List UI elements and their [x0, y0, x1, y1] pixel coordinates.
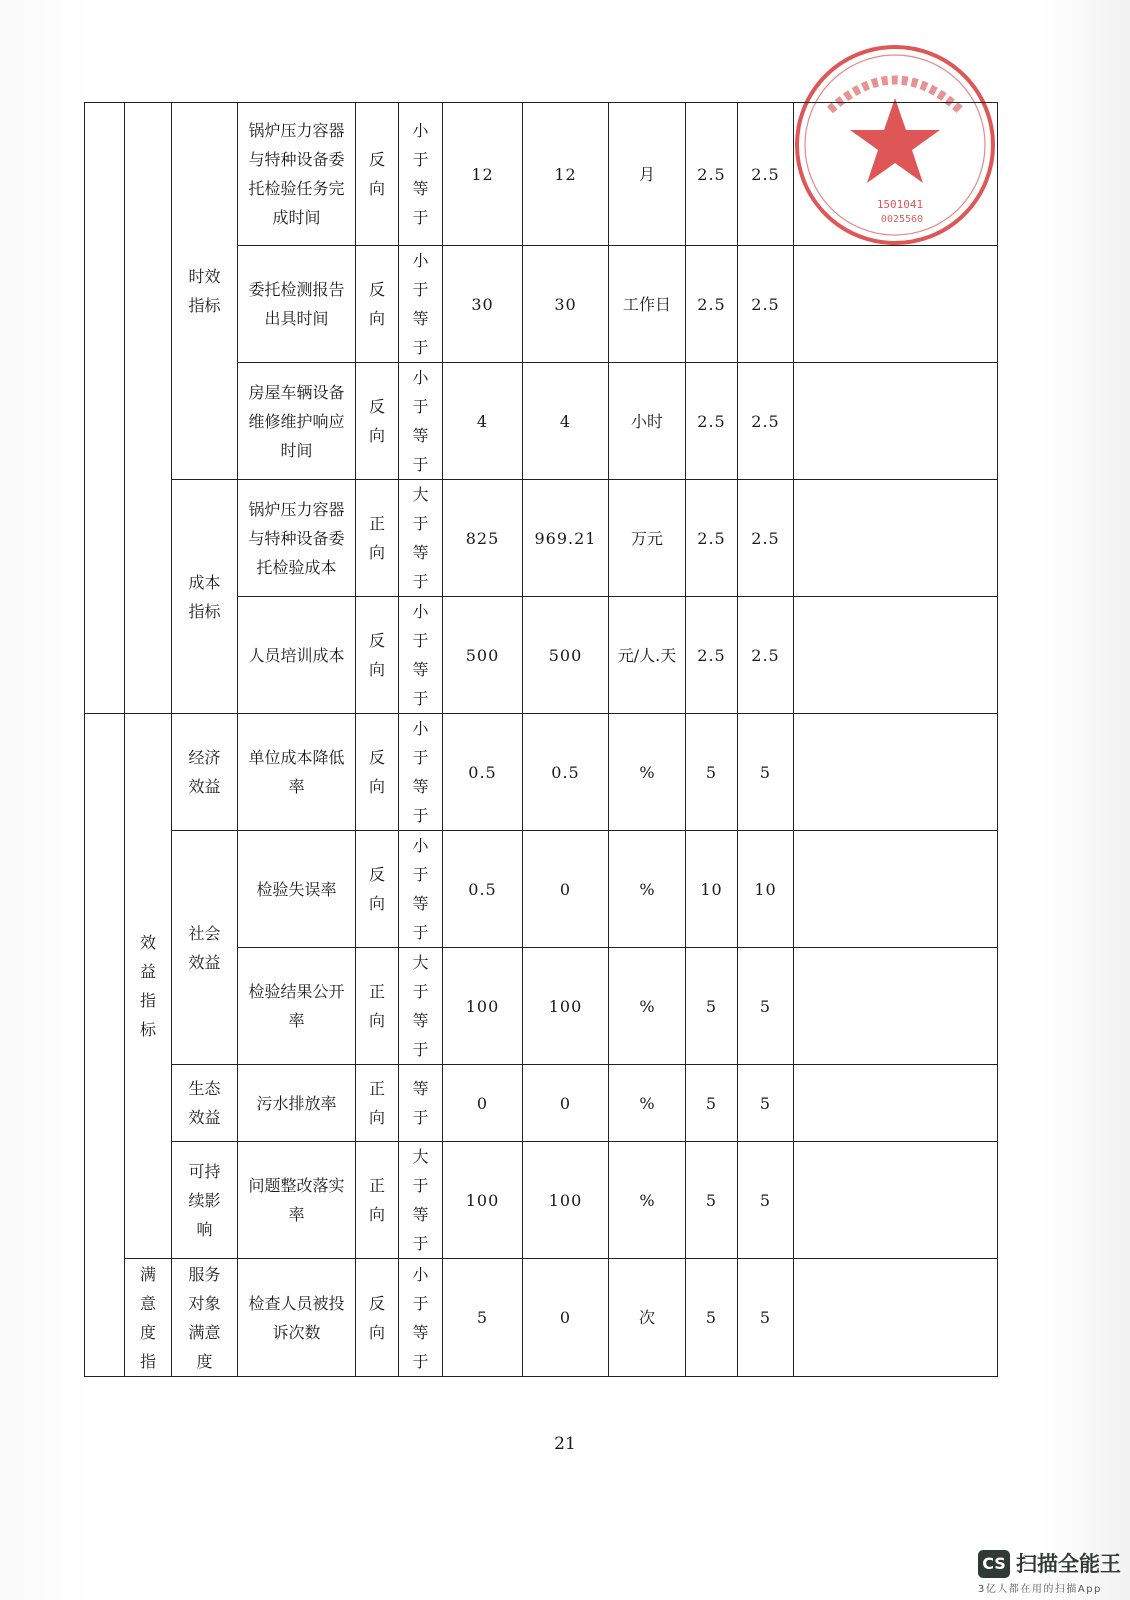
table-row: [85, 480, 998, 597]
cell-weight: 2.5: [686, 480, 738, 597]
cell-note: [794, 1065, 998, 1142]
cell-cat3: 经济效益: [172, 714, 238, 831]
cell-target: 500: [443, 597, 523, 714]
cell-actual: 969.21: [523, 480, 609, 597]
cell-note: [794, 831, 998, 948]
cell-weight: 5: [686, 714, 738, 831]
svg-text:1501041: 1501041: [876, 198, 924, 211]
cell-score: 2.5: [738, 480, 794, 597]
cell-indicator-name: 单位成本降低率: [238, 714, 356, 831]
cell-actual: 0: [523, 1065, 609, 1142]
cell-direction: 正向: [356, 1065, 399, 1142]
cell-indicator-name: 问题整改落实率: [238, 1142, 356, 1259]
cell-unit: 元/人.天: [609, 597, 686, 714]
table-row: [85, 1259, 998, 1377]
cell-target: 100: [443, 1142, 523, 1259]
cell-operator: 小于等于: [399, 597, 443, 714]
cell-target: 0.5: [443, 714, 523, 831]
cell-operator: 大于等于: [399, 948, 443, 1065]
cell-indicator-name: 锅炉压力容器与特种设备委托检验成本: [238, 480, 356, 597]
cell-unit: 月: [609, 103, 686, 246]
cell-weight: 2.5: [686, 103, 738, 246]
cell-unit: %: [609, 831, 686, 948]
cell-direction: 反向: [356, 1259, 399, 1377]
cell-direction: 反向: [356, 246, 399, 363]
table-row: [85, 714, 998, 831]
cell-unit: %: [609, 1142, 686, 1259]
cell-cat2: [125, 103, 172, 714]
table-row: [85, 1065, 998, 1142]
cell-score: 2.5: [738, 103, 794, 246]
cell-note: [794, 714, 998, 831]
cell-target: 100: [443, 948, 523, 1065]
cell-cat3: 可持续影响: [172, 1142, 238, 1259]
watermark-subtitle: 3亿人都在用的扫描App: [978, 1584, 1102, 1595]
cell-cat3: 生态效益: [172, 1065, 238, 1142]
cell-cat2: 满意度指: [125, 1259, 172, 1377]
cell-cat3: 成本指标: [172, 480, 238, 714]
cell-operator: 小于等于: [399, 714, 443, 831]
cell-operator: 小于等于: [399, 1259, 443, 1377]
cell-unit: 工作日: [609, 246, 686, 363]
cell-note: [794, 1259, 998, 1377]
cell-score: 2.5: [738, 597, 794, 714]
cell-cat1: [85, 103, 125, 714]
cell-note: [794, 363, 998, 480]
cell-score: 5: [738, 948, 794, 1065]
cell-weight: 10: [686, 831, 738, 948]
cell-target: 5: [443, 1259, 523, 1377]
scanner-watermark: [978, 1550, 1121, 1595]
table-row: [85, 1142, 998, 1259]
cell-weight: 5: [686, 1142, 738, 1259]
cell-unit: 小时: [609, 363, 686, 480]
cell-indicator-name: 委托检测报告出具时间: [238, 246, 356, 363]
cell-weight: 2.5: [686, 246, 738, 363]
table-row: [85, 831, 998, 948]
cell-actual: 100: [523, 1142, 609, 1259]
cell-note: [794, 246, 998, 363]
cell-actual: 0: [523, 831, 609, 948]
svg-text:0025560: 0025560: [880, 214, 924, 225]
cell-direction: 反向: [356, 103, 399, 246]
cell-actual: 0.5: [523, 714, 609, 831]
cell-direction: 反向: [356, 597, 399, 714]
cell-score: 5: [738, 1065, 794, 1142]
cell-cat2: 效益指标: [125, 714, 172, 1259]
page-number: 21: [554, 1434, 576, 1454]
cell-score: 10: [738, 831, 794, 948]
cell-weight: 5: [686, 948, 738, 1065]
cell-direction: 正向: [356, 948, 399, 1065]
cell-actual: 100: [523, 948, 609, 1065]
cell-actual: 4: [523, 363, 609, 480]
cs-logo-icon: CS: [978, 1550, 1010, 1578]
cell-cat3: 时效指标: [172, 103, 238, 480]
cell-indicator-name: 房屋车辆设备维修维护响应时间: [238, 363, 356, 480]
cell-score: 5: [738, 714, 794, 831]
cell-note: [794, 103, 998, 246]
cell-actual: 0: [523, 1259, 609, 1377]
table-row: [85, 103, 998, 246]
cell-operator: 小于等于: [399, 246, 443, 363]
cell-target: 825: [443, 480, 523, 597]
cell-score: 5: [738, 1259, 794, 1377]
cell-score: 2.5: [738, 363, 794, 480]
cell-operator: 小于等于: [399, 363, 443, 480]
cell-indicator-name: 人员培训成本: [238, 597, 356, 714]
cell-unit: %: [609, 1065, 686, 1142]
cell-target: 0.5: [443, 831, 523, 948]
cell-unit: 万元: [609, 480, 686, 597]
cell-direction: 反向: [356, 831, 399, 948]
cell-direction: 反向: [356, 714, 399, 831]
cell-indicator-name: 锅炉压力容器与特种设备委托检验任务完成时间: [238, 103, 356, 246]
cell-actual: 12: [523, 103, 609, 246]
cell-actual: 500: [523, 597, 609, 714]
cell-operator: 大于等于: [399, 1142, 443, 1259]
cell-direction: 反向: [356, 363, 399, 480]
cell-indicator-name: 污水排放率: [238, 1065, 356, 1142]
cell-unit: 次: [609, 1259, 686, 1377]
cell-target: 4: [443, 363, 523, 480]
cell-score: 5: [738, 1142, 794, 1259]
cell-weight: 2.5: [686, 597, 738, 714]
cell-direction: 正向: [356, 1142, 399, 1259]
cell-weight: 2.5: [686, 363, 738, 480]
cell-cat3: 社会效益: [172, 831, 238, 1065]
cell-note: [794, 597, 998, 714]
cell-target: 12: [443, 103, 523, 246]
cell-weight: 5: [686, 1065, 738, 1142]
cell-operator: 小于等于: [399, 831, 443, 948]
cell-operator: 等于: [399, 1065, 443, 1142]
cell-unit: %: [609, 948, 686, 1065]
cell-cat1: [85, 714, 125, 1377]
cell-weight: 5: [686, 1259, 738, 1377]
cell-score: 2.5: [738, 246, 794, 363]
cell-note: [794, 948, 998, 1065]
cell-direction: 正向: [356, 480, 399, 597]
cell-target: 30: [443, 246, 523, 363]
cell-target: 0: [443, 1065, 523, 1142]
cell-indicator-name: 检验失误率: [238, 831, 356, 948]
cell-indicator-name: 检查人员被投诉次数: [238, 1259, 356, 1377]
cell-indicator-name: 检验结果公开率: [238, 948, 356, 1065]
performance-indicator-table: [84, 102, 998, 1377]
cell-operator: 小于等于: [399, 103, 443, 246]
cell-unit: %: [609, 714, 686, 831]
watermark-title: 扫描全能王: [1016, 1552, 1121, 1576]
cell-note: [794, 480, 998, 597]
cell-operator: 大于等于: [399, 480, 443, 597]
cell-actual: 30: [523, 246, 609, 363]
cell-note: [794, 1142, 998, 1259]
cell-cat3: 服务对象满意度: [172, 1259, 238, 1377]
